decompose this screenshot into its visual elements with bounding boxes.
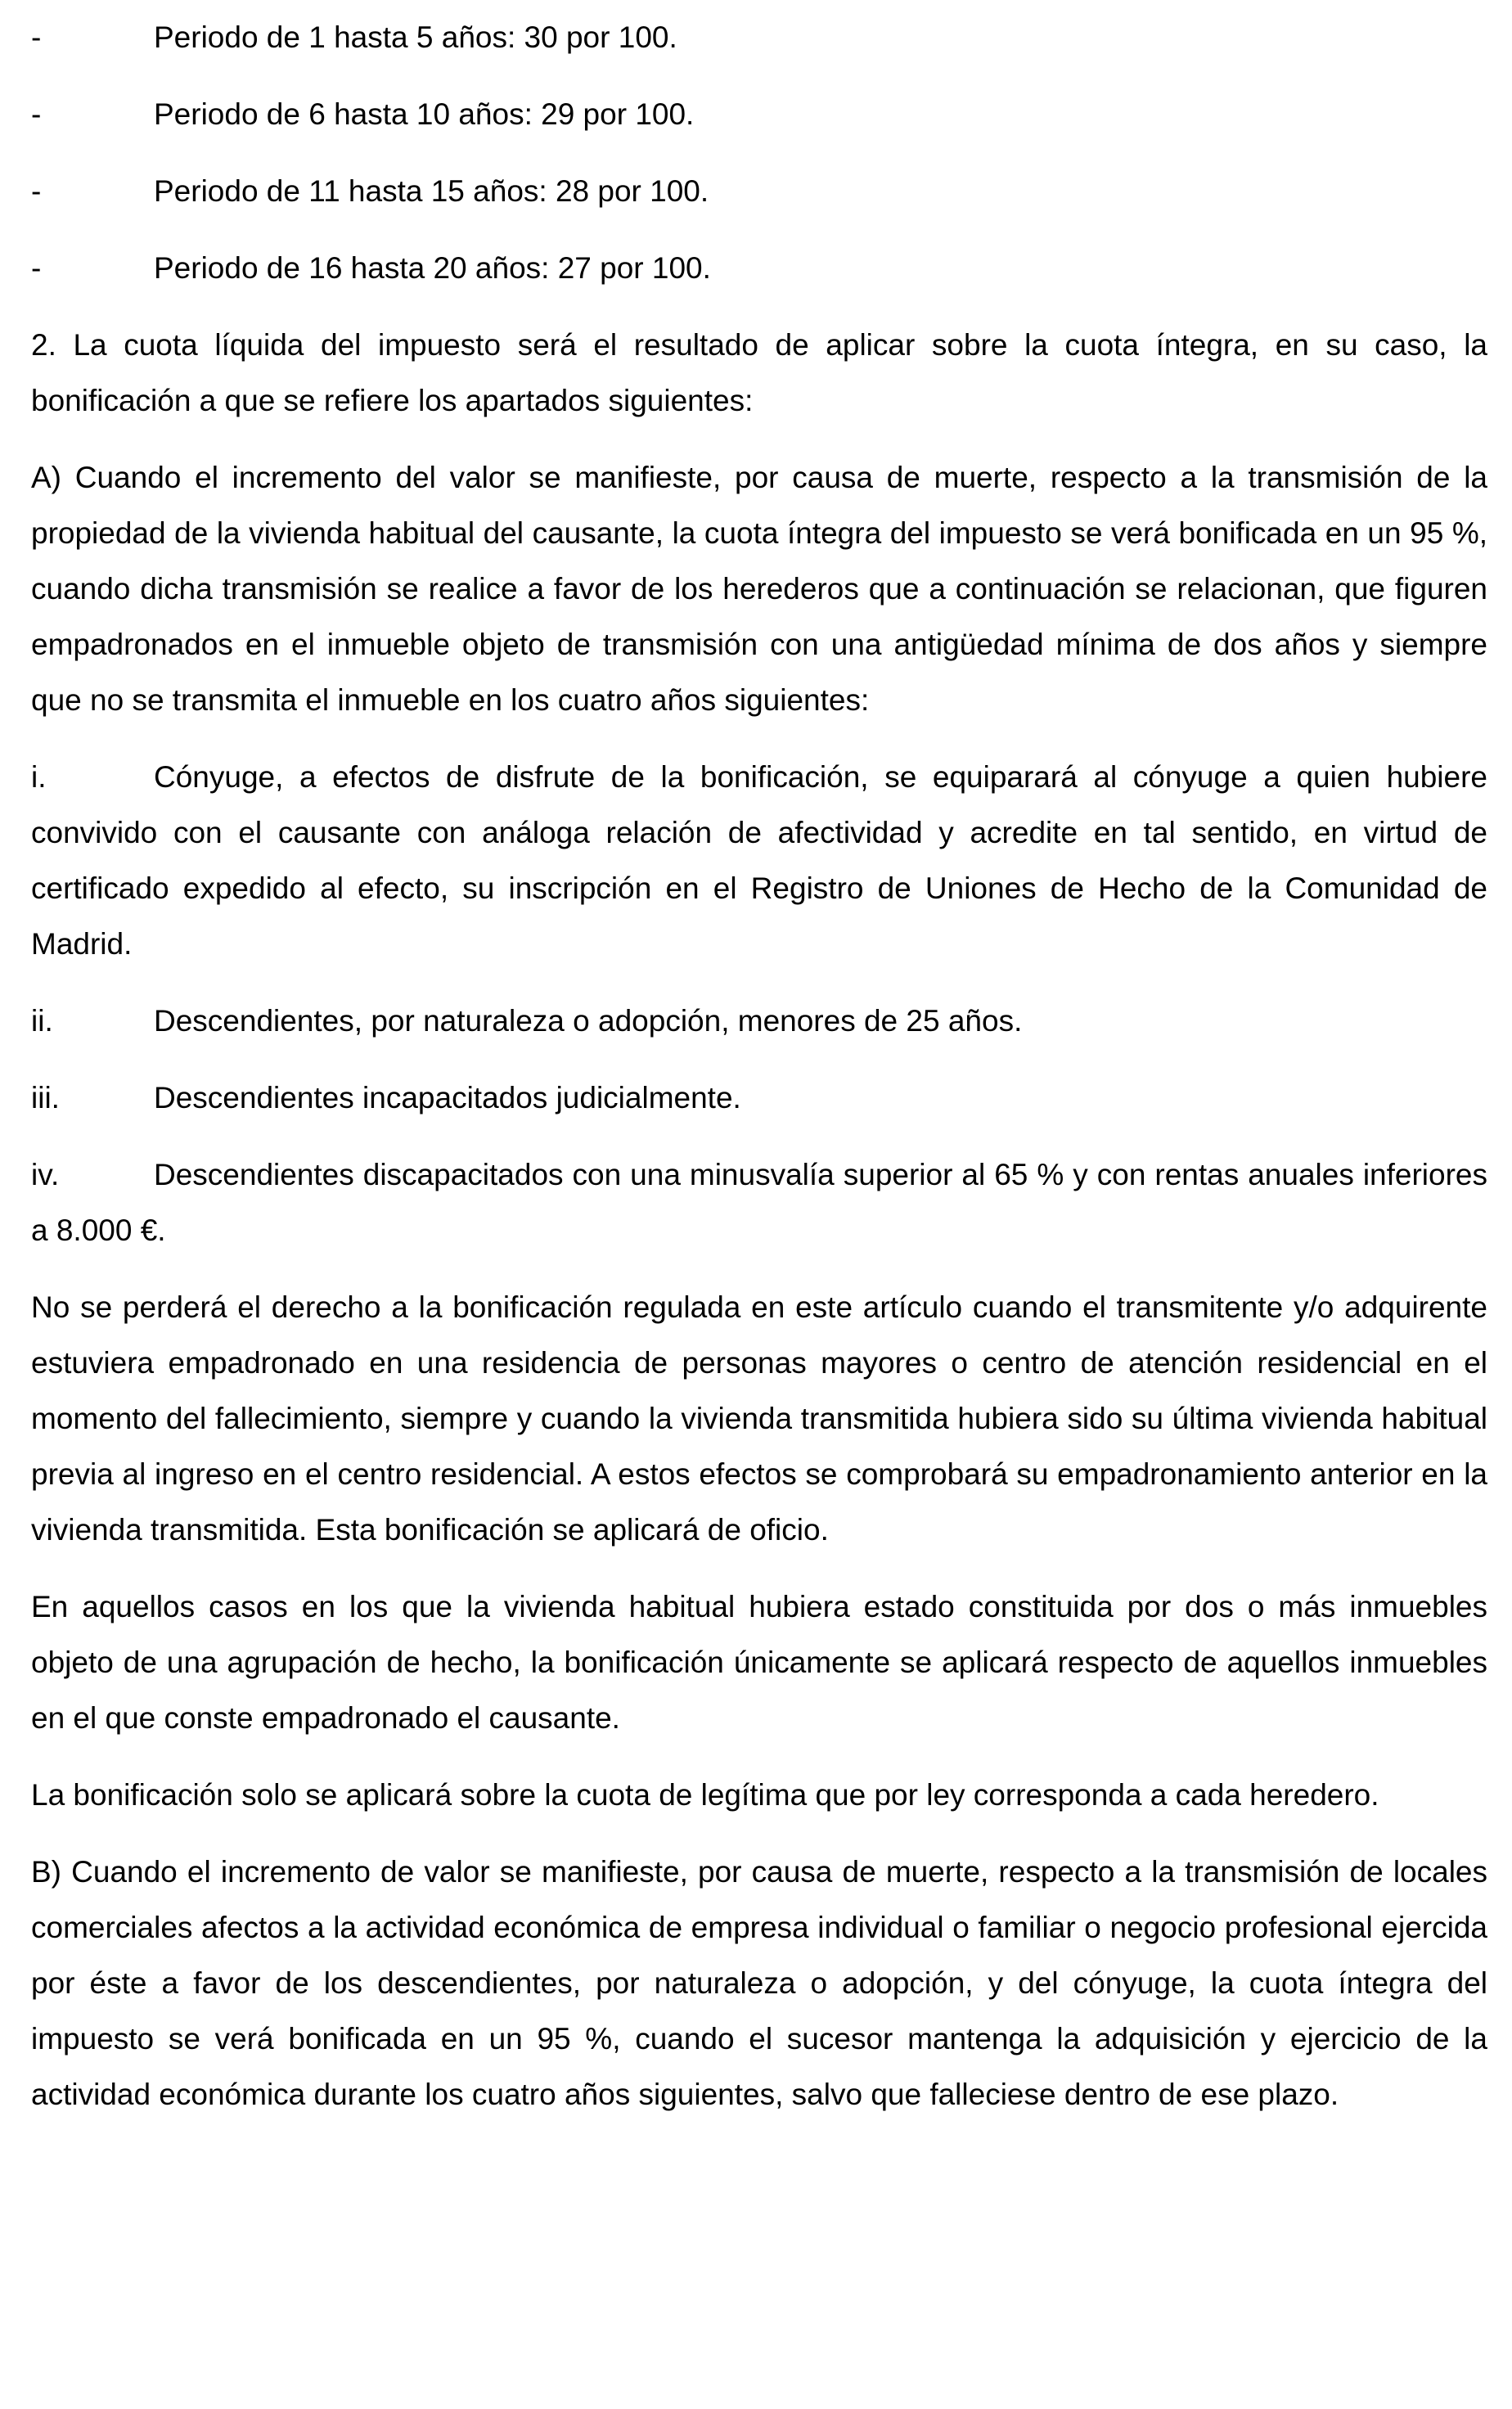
- roman-list-item: [31, 1147, 1487, 1259]
- list-item-text: Cónyuge, a efectos de disfrute de la bonificación, se equiparará al cónyuge a quien hubiere convivido con el causante con análoga relación de afectividad y acredite en tal sentido, en virtud de certificado expedido al efecto, su inscripción en el Registro de Uniones de Hecho de la Comunidad de Madrid.: [31, 760, 1487, 961]
- paragraph-apartado-b: B) Cuando el incremento de valor se manifieste, por causa de muerte, respecto a la transmisión de locales comerciales afectos a la actividad económica de empresa individual o familiar o negocio profesional ejercida por éste a favor de los descendientes, por naturaleza o adopción, y del cónyuge, la cuota íntegra del impuesto se verá bonificada en un 95 %, cuando el sucesor mantenga la adquisición y ejercicio de la actividad económica durante los cuatro años siguientes, salvo que falleciese dentro de ese plazo.: [31, 1855, 1487, 2111]
- roman-numeral-marker: ii.: [31, 1004, 53, 1038]
- dash-bullet: -: [31, 174, 42, 208]
- list-item-text: Descendientes, por naturaleza o adopción, menores de 25 años.: [154, 1004, 1023, 1038]
- roman-list-item: [31, 750, 1487, 972]
- paragraph-cuota-liquida: 2. La cuota líquida del impuesto será el resultado de aplicar sobre la cuota íntegra, en su caso, la bonificación a que se refiere los apartados siguientes:: [31, 328, 1487, 417]
- roman-numeral-marker: iv.: [31, 1158, 60, 1191]
- list-item-text: Periodo de 16 hasta 20 años: 27 por 100.: [154, 251, 711, 285]
- roman-list-item: [31, 1070, 1487, 1126]
- dash-list-item: [31, 241, 1487, 296]
- paragraph-no-perdida-derecho: No se perderá el derecho a la bonificación regulada en este artículo cuando el transmitente y/o adquirente estuviera empadronado en una residencia de personas mayores o centro de atención residencial en el momento del fallecimiento, siempre y cuando la vivienda transmitida hubiera sido su última vivienda habitual previa al ingreso en el centro residencial. A estos efectos se comprobará su empadronamiento anterior en la vivienda transmitida. Esta bonificación se aplicará de oficio.: [31, 1290, 1487, 1547]
- list-item-text: Descendientes incapacitados judicialmente.: [154, 1081, 741, 1114]
- paragraph-agrupacion-hecho: En aquellos casos en los que la vivienda habitual hubiera estado constituida por dos o más inmuebles objeto de una agrupación de hecho, la bonificación únicamente se aplicará respecto de aquellos inmuebles en el que conste empadronado el causante.: [31, 1590, 1487, 1735]
- list-item-text: Periodo de 6 hasta 10 años: 29 por 100.: [154, 97, 695, 131]
- dash-list-item: [31, 87, 1487, 142]
- roman-numeral-marker: iii.: [31, 1081, 60, 1114]
- roman-list-item: [31, 993, 1487, 1049]
- dash-list-item: [31, 164, 1487, 219]
- dash-list-item: [31, 10, 1487, 65]
- dash-bullet: -: [31, 97, 42, 131]
- dash-bullet: -: [31, 20, 42, 54]
- list-item-text: Periodo de 11 hasta 15 años: 28 por 100.: [154, 174, 709, 208]
- list-item-text: Periodo de 1 hasta 5 años: 30 por 100.: [154, 20, 677, 54]
- paragraph-cuota-legitima: La bonificación solo se aplicará sobre la cuota de legítima que por ley corresponda a cada heredero.: [31, 1778, 1379, 1812]
- paragraph-apartado-a: A) Cuando el incremento del valor se manifieste, por causa de muerte, respecto a la transmisión de la propiedad de la vivienda habitual del causante, la cuota íntegra del impuesto se verá bonificada en un 95 %, cuando dicha transmisión se realice a favor de los herederos que a continuación se relacionan, que figuren empadronados en el inmueble objeto de transmisión con una antigüedad mínima de dos años y siempre que no se transmita el inmueble en los cuatro años siguientes:: [31, 461, 1487, 717]
- dash-bullet: -: [31, 251, 42, 285]
- roman-numeral-marker: i.: [31, 760, 47, 794]
- document-page: [31, 10, 1487, 2409]
- list-item-text: Descendientes discapacitados con una minusvalía superior al 65 % y con rentas anuales inferiores a 8.000 €.: [31, 1158, 1487, 1247]
